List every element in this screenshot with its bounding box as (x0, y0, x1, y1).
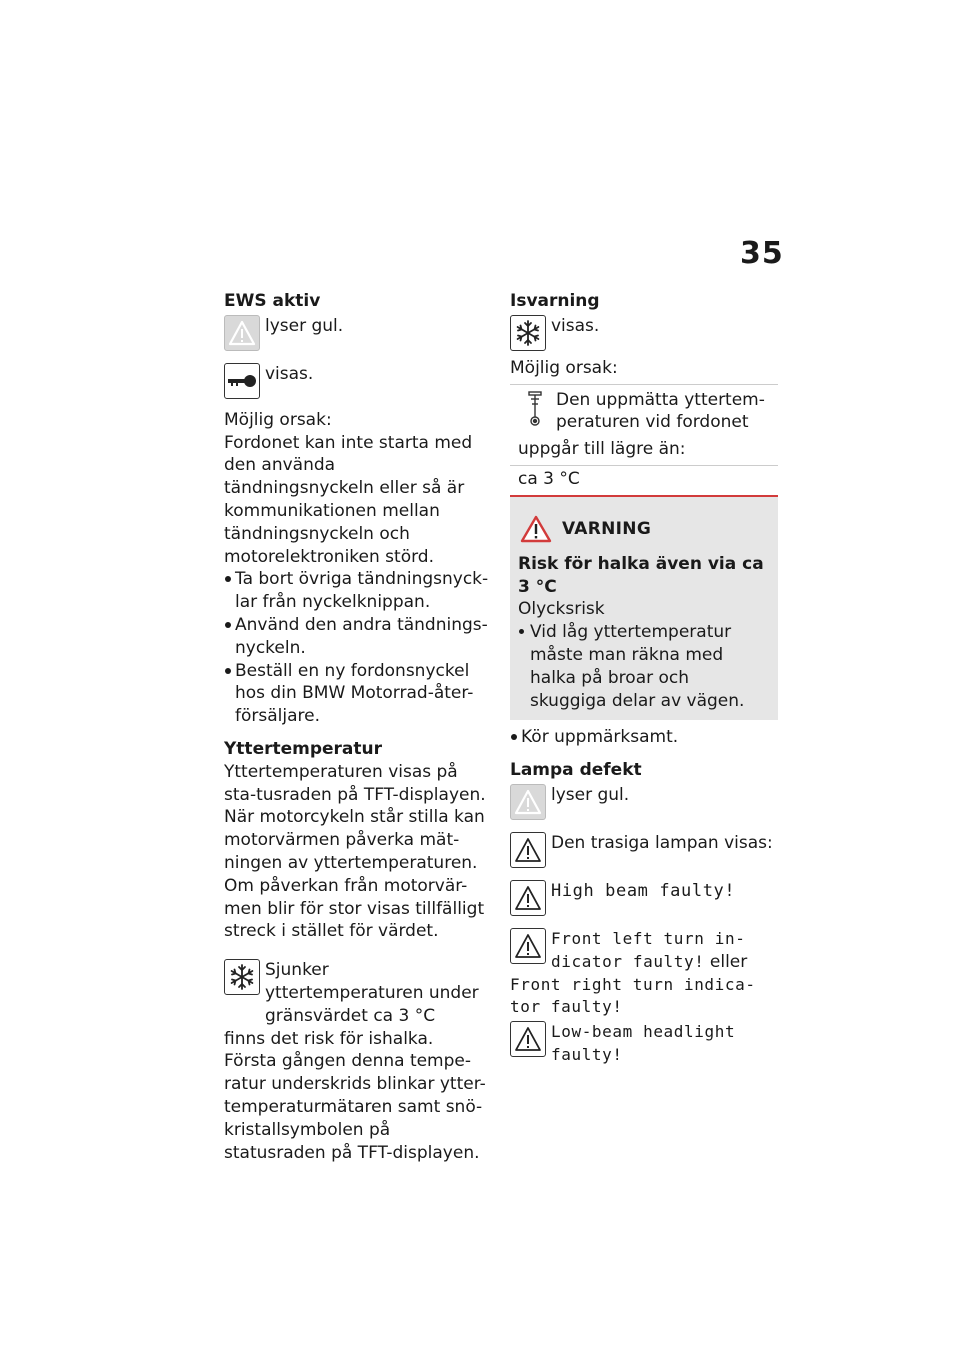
ews-heading: EWS aktiv (224, 291, 321, 311)
lamp-msg2-or: eller (709, 951, 748, 972)
lamp-warning-row (510, 784, 778, 820)
warning-triangle-icon (520, 515, 552, 543)
warning-triangle-icon (510, 1021, 546, 1057)
ice-cause-label: Möjlig orsak: (510, 357, 618, 378)
lamp-row2 (510, 832, 778, 868)
snowflake-icon (510, 315, 546, 351)
ice-temp-row-text: Sjunker yttertemperaturen under gränsvärdet ca 3 °C (265, 960, 479, 1026)
page-number: 35 (740, 236, 784, 271)
general-warning-icon (510, 784, 546, 820)
warning-headline-1: Risk för halka även via ca (518, 553, 764, 574)
condition-row (510, 385, 778, 439)
ice-warning-row-text: visas. (551, 315, 600, 336)
warning-triangle-icon (510, 832, 546, 868)
warning-bullets (518, 621, 770, 712)
lamp-msg4a: Low-beam headlight (551, 1022, 736, 1042)
right-column (510, 290, 778, 1067)
ews-key-row (224, 363, 490, 399)
condition-cont: uppgår till lägre än: (518, 439, 686, 460)
list-item: Beställ en ny fordonsnyckel hos din BMW Motorrad-åter-försäljare. (224, 660, 490, 728)
list-item: Använd den andra tändnings-nyckeln. (224, 614, 490, 660)
threshold-value: ca 3 °C (510, 465, 778, 497)
key-icon (224, 363, 260, 399)
lamp-msg2b: dicator faulty! (551, 951, 705, 971)
warning-headline-2: 3 °C (518, 576, 557, 597)
ice-temp-cont-text: finns det risk för ishalka. Första gången denna tempe-ratur underskrids blinkar ytter-temperaturmätaren samt snö-kristallsymbolen på statusraden på TFT-displayen. (224, 1028, 486, 1163)
condition-text: Den uppmätta yttertem-peraturen vid fordonet (556, 389, 765, 433)
lamp-msg3a: Front right turn indica- (510, 974, 756, 994)
general-warning-icon (224, 315, 260, 351)
lamp-msg4b: faulty! (551, 1044, 623, 1064)
ews-warning-row (224, 315, 490, 351)
warning-box (510, 497, 778, 721)
ews-row2-text: visas. (265, 363, 314, 384)
ice-warning-heading: Isvarning (510, 291, 600, 311)
lamp-row1-text: lyser gul. (551, 784, 630, 805)
warning-triangle-icon (510, 880, 546, 916)
outside-temp-text: Yttertemperaturen visas på sta-tusraden på TFT-displayen. När motorcykeln står stilla kan motorvärmen påverka mät-ningen av yttertemperaturen. Om påverkan från motorvär-men blir för stor visas tillfälligt streck i stället för värdet. (224, 761, 486, 942)
list-item: Ta bort övriga tändningsnyck-lar från nyckelknippan. (224, 568, 490, 614)
drive-bullets (510, 726, 778, 749)
lamp-msg1-row (510, 880, 778, 916)
warning-title-row (518, 515, 770, 543)
lamp-msg4-row (510, 1021, 778, 1067)
warning-title: VARNING (562, 518, 652, 539)
outside-temp-heading: Yttertemperatur (224, 738, 383, 759)
warning-risk-label: Olycksrisk (518, 599, 605, 620)
lamp-msg1: High beam faulty! (551, 880, 736, 901)
ice-temp-row (224, 959, 490, 1027)
lamp-heading: Lampa defekt (510, 760, 642, 781)
lamp-msg3b: tor faulty! (510, 997, 623, 1017)
left-column (224, 290, 490, 1164)
ews-bullets (224, 568, 490, 728)
list-item: Vid låg yttertemperatur måste man räkna med halka på broar och skuggiga delar av vägen. (518, 621, 770, 712)
ews-cause-text: Fordonet kan inte starta med den använda tändningsnyckeln eller så är kommunikationen mellan tändningsnyckeln och motorelektroniken störd. (224, 432, 473, 567)
lamp-row2-text: Den trasiga lampan visas: (551, 832, 773, 853)
thermometer-icon (518, 389, 552, 427)
lamp-msg2a: Front left turn in- (551, 928, 746, 948)
warning-triangle-icon (510, 928, 546, 964)
list-item: Kör uppmärksamt. (510, 726, 778, 749)
ews-cause-label: Möjlig orsak: (224, 409, 332, 430)
ice-warning-row (510, 315, 778, 351)
condition-table (510, 384, 778, 497)
ews-row1-text: lyser gul. (265, 315, 344, 336)
lamp-msg2-row (510, 928, 778, 974)
snowflake-icon (224, 959, 260, 995)
